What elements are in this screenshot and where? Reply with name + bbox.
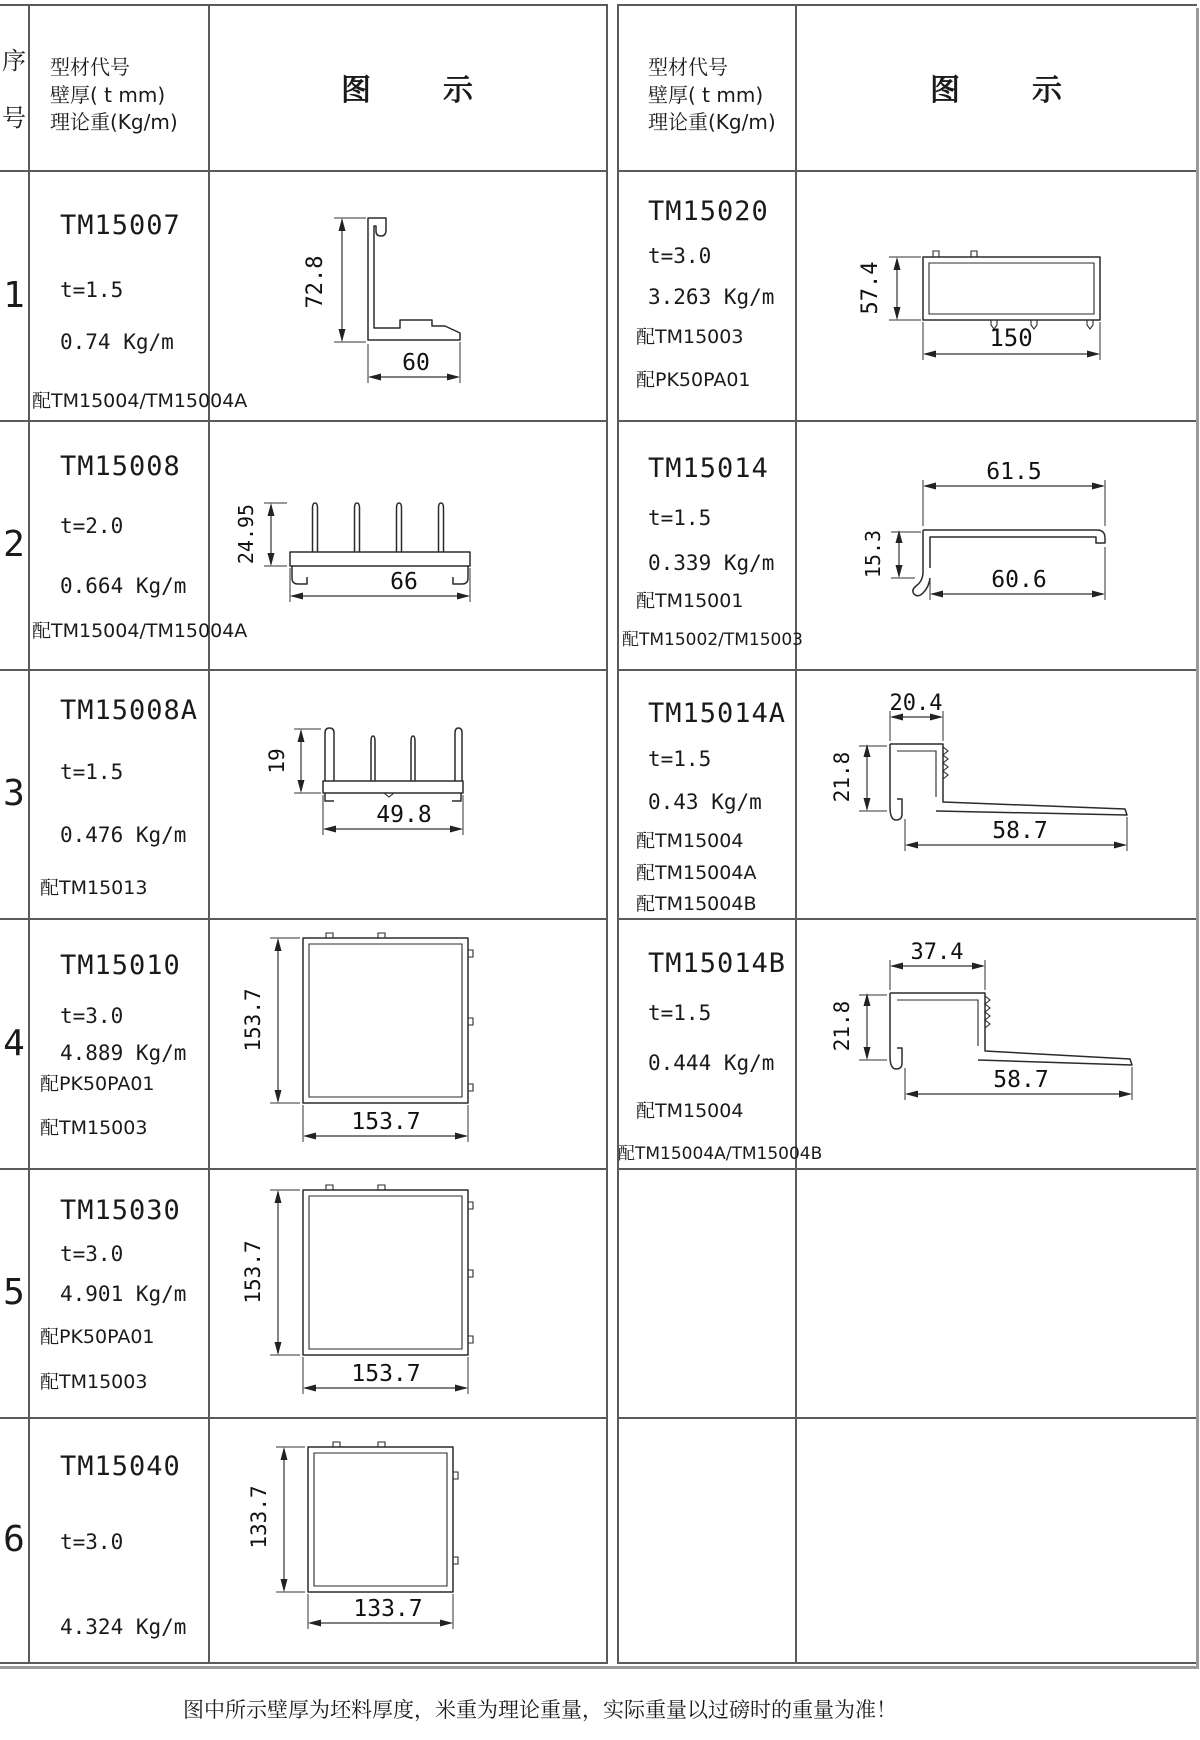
- dim-height-label: 24.95: [234, 503, 258, 565]
- dim-height-label: 153.7: [241, 988, 265, 1052]
- table-line: [617, 1662, 1197, 1664]
- profile-thickness: t=1.5: [60, 278, 124, 302]
- profile-match: 配TM15004: [636, 1100, 744, 1122]
- header-spec-line: 理论重(Kg/m): [648, 110, 776, 135]
- seq-number: 4: [3, 1022, 25, 1064]
- header-illustration-left: [208, 4, 606, 170]
- dim-height-label: 57.4: [858, 261, 883, 315]
- profile-thickness: t=3.0: [60, 1004, 124, 1028]
- drawing-tm15014a: [795, 669, 1197, 919]
- header-spec-line: 型材代号: [648, 55, 728, 79]
- header-spec-left: [50, 54, 178, 137]
- profile-code: TM15014: [648, 453, 769, 484]
- dim-top-label: 61.5: [986, 459, 1042, 485]
- header-spec-line: 壁厚( t mm): [50, 82, 166, 107]
- dim-width-label: 49.8: [376, 802, 432, 828]
- dim-height-label: 153.7: [241, 1240, 265, 1304]
- profile-thickness: t=1.5: [60, 760, 124, 784]
- profile-match: 配PK50PA01: [40, 1326, 155, 1348]
- table-line: [617, 1168, 1197, 1170]
- dim-width-label: 60.6: [991, 567, 1047, 593]
- table-line: [0, 1662, 608, 1664]
- table-line: [617, 1417, 1197, 1419]
- table-line: [28, 4, 30, 1664]
- drawing-tm15008a: [208, 669, 554, 919]
- dim-height-label: 21.8: [830, 751, 854, 803]
- header-illus-char: 图: [341, 73, 371, 108]
- table-line: [606, 4, 608, 1664]
- profile-match: 配TM15002/TM15003: [622, 630, 803, 650]
- profile-match: 配TM15003: [636, 326, 744, 348]
- dim-height-label: 15.3: [861, 529, 885, 579]
- dim-height-label: 72.8: [303, 255, 328, 309]
- dim-width-label: 153.7: [351, 1109, 421, 1135]
- profile-code: TM15014A: [648, 698, 787, 729]
- header-illus-char: 示: [1032, 73, 1062, 108]
- footer-note: 图中所示壁厚为坯料厚度，米重为理论重量，实际重量以过磅时的重量为准！: [183, 1698, 897, 1722]
- profile-match: 配TM15004: [636, 830, 744, 852]
- dim-top-label: 20.4: [889, 691, 943, 716]
- dim-width-label: 58.7: [993, 1067, 1049, 1093]
- seq-number: 5: [3, 1272, 25, 1313]
- dim-width-label: 58.7: [992, 818, 1048, 844]
- header-spec-line: 理论重(Kg/m): [50, 110, 178, 135]
- drawing-tm15007: [208, 170, 554, 420]
- profile-thickness: t=3.0: [648, 244, 712, 268]
- seq-number: 1: [3, 274, 25, 316]
- profile-thickness: t=3.0: [60, 1242, 124, 1266]
- profile-match: 配TM15013: [40, 877, 148, 899]
- profile-match: 配TM15003: [40, 1371, 148, 1393]
- profile-code: TM15020: [648, 196, 769, 227]
- profile-code: TM15014B: [648, 948, 787, 979]
- profile-code: TM15010: [60, 950, 181, 981]
- profile-code: TM15008: [60, 451, 181, 482]
- profile-thickness: t=1.5: [648, 1001, 712, 1025]
- drawing-tm15010: [208, 918, 554, 1168]
- outer-border-bottom: [0, 1666, 1199, 1669]
- profile-code: TM15030: [60, 1195, 181, 1226]
- profile-match: 配TM15001: [636, 590, 744, 612]
- drawing-tm15008: [208, 420, 554, 670]
- profile-weight: 0.664 Kg/m: [60, 574, 187, 598]
- profile-code: TM15040: [60, 1451, 181, 1482]
- header-seq-char: 号: [2, 104, 26, 132]
- profile-weight: 0.339 Kg/m: [648, 551, 775, 575]
- dim-width-label: 153.7: [351, 1361, 421, 1387]
- profile-thickness: t=2.0: [60, 514, 124, 538]
- profile-match: 配TM15004A: [636, 862, 757, 884]
- header-spec-line: 壁厚( t mm): [648, 82, 764, 107]
- table-line: [617, 4, 619, 1664]
- profile-match: 配TM15004A/TM15004B: [618, 1144, 823, 1164]
- drawing-tm15040: [208, 1417, 554, 1662]
- drawing-tm15014: [795, 420, 1197, 670]
- profile-thickness: t=3.0: [60, 1530, 124, 1554]
- seq-number: 3: [3, 773, 25, 814]
- dim-top-label: 37.4: [910, 940, 964, 965]
- dim-width-label: 150: [989, 324, 1033, 352]
- profile-match: 配TM15004B: [636, 893, 757, 915]
- profile-match: 配TM15004/TM15004A: [32, 620, 248, 642]
- dim-height-label: 19: [265, 748, 289, 774]
- profile-match: 配PK50PA01: [636, 369, 751, 391]
- seq-number: 6: [3, 1519, 25, 1560]
- profile-thickness: t=1.5: [648, 506, 712, 530]
- profile-weight: 0.43 Kg/m: [648, 790, 762, 814]
- profile-match: 配TM15003: [40, 1117, 148, 1139]
- profile-match: 配PK50PA01: [40, 1073, 155, 1095]
- profile-weight: 4.901 Kg/m: [60, 1282, 187, 1306]
- dim-height-label: 21.8: [830, 1000, 854, 1052]
- header-seq-char: 序: [2, 47, 26, 75]
- profile-code: TM15008A: [60, 695, 199, 726]
- seq-number: 2: [3, 524, 25, 565]
- profile-weight: 0.444 Kg/m: [648, 1051, 775, 1075]
- header-spec-right: [648, 54, 776, 137]
- header-illus-char: 图: [930, 73, 960, 108]
- profile-match: 配TM15004/TM15004A: [32, 390, 248, 412]
- profile-weight: 4.889 Kg/m: [60, 1041, 187, 1065]
- header-spec-line: 型材代号: [50, 55, 130, 79]
- dim-width-label: 133.7: [353, 1596, 423, 1622]
- header-illus-char: 示: [443, 73, 473, 108]
- dim-width-label: 60: [402, 350, 430, 376]
- dim-height-label: 133.7: [247, 1485, 271, 1549]
- profile-weight: 0.476 Kg/m: [60, 823, 187, 847]
- drawing-tm15020: [795, 172, 1197, 422]
- profile-code: TM15007: [60, 210, 181, 241]
- profile-weight: 4.324 Kg/m: [60, 1615, 187, 1639]
- header-seq-column: [0, 4, 28, 170]
- profile-weight: 3.263 Kg/m: [648, 285, 775, 309]
- header-illustration-right: [795, 4, 1197, 170]
- profile-thickness: t=1.5: [648, 747, 712, 771]
- profile-weight: 0.74 Kg/m: [60, 330, 174, 354]
- dim-width-label: 66: [390, 569, 418, 595]
- drawing-tm15014b: [795, 918, 1197, 1168]
- drawing-tm15030: [208, 1168, 554, 1418]
